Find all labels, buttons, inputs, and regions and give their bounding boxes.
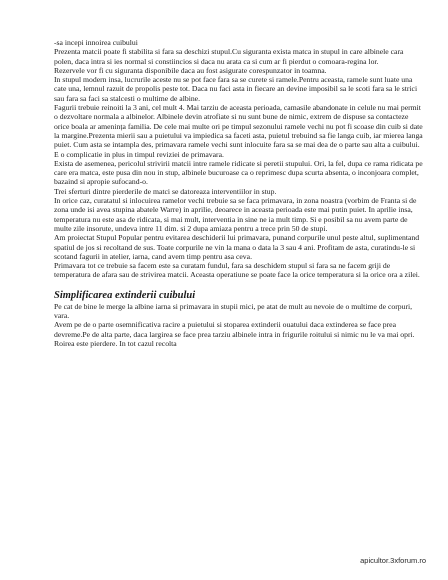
document-page	[54, 38, 424, 348]
paragraph-queen-losses: Trei sferturi dintre pierderile de matci se datoreaza interventiilor in stup.	[54, 186, 277, 196]
paragraph-spring-bottom: Primavara tot ce trebuie sa facem este sa curatam fundul, fara sa deschidem stupul si fara sa ne facem griji de temperatura de afara sau de strivirea matcii. Aceasta operatiune se poate face la orice temperatura si la orice ora a zilei.	[54, 261, 420, 280]
section-heading: Simplificarea extinderii cuibului	[54, 289, 196, 301]
paragraph-reserves: Rezervele vor fi cu siguranta disponibile daca au fost asigurate corespunzator in toamna.	[54, 65, 327, 75]
paragraph-popular-hive: Am proiectat Stupul Popular pentru evitarea deschiderii lui primavara, punand corpurile unul peste altul, suplimentand spatiul de jos si recoltand de sus. Toate corpurile ne vin la mana o data la 3 sau 4 ani. Profitam de asta, curatindu-le si scotand fagurii in atelier, iarna, cand avem timp pentru asa ceva.	[54, 233, 420, 261]
paragraph-summer-bodies: Pe cat de bine le merge la albine iarna si primavara in stupii mici, pe atat de mult au nevoie de o multime de corpuri, vara.	[54, 301, 413, 321]
paragraph-comb-renewal: Fagurii trebuie reinoiti la 3 ani, cel mult 4. Mai tarziu de aceasta perioada, camasile abandonate in celule nu mai permit o dezvoltare normala a albinelor. Albinele devin atrofiate si nu sunt bune de nimic, extrem de dispuse sa contacteze orice boala ar amenința familia. De cele mai multe ori pe timpul sezonului ramele vechi nu pot fi scoase din cuib si date la margine.Prezenta mierii sau a puietului va impiedica sa faceti asta, puietul trebuind sa fie langa cuib, iar mierea langa puiet. Cum asta se intampla des, primavara ramele vechi sunt inlocuite fara sa se mai dea de o parte sau alta a cuibului. E o complicatie in plus in timpul reviziei de primavara.	[54, 103, 423, 159]
paragraph-modern-hive: In stupul modern insa, lucrurile aceste nu se pot face fara sa se curete si ramele.Pentru aceasta, ramele sunt luate una cate una, lemnul razuit de propolis peste tot. Daca nu faci asta in fiecare an devine imposibil sa le scoti fara sa le strici sau fara sa faci sa stalcesti o multime de albine.	[54, 75, 418, 103]
paragraph-queen-presence: Prezenta matcii poate fi stabilita si fara sa deschizi stupul.Cu siguranta exista matca in stupul in care albinele cara polen, daca intra si ies normal si constiincios si daca nu arata ca si cum ar fi pierdut o comoara-regina lor.	[54, 47, 404, 66]
paragraph-extension-timing: Avem pe de o parte osemnificativa racire a puietului si stoparea extinderii ouatului daca extinderea se face prea devreme.Pe de alta parte, daca largirea se face prea tarziu albinele intra in frigurile roitului si nimic nu le va mai opri. Roirea este pierdere. In tot cazul recolta	[54, 320, 415, 348]
paragraph-queen-crushing: Exista de asemenea, pericolul strivirii matcii intre ramele ridicate si peretii stupului. Ori, la fel, dupa ce rama ridicata pe care era matca, este pusa din nou in stup, albinele bucuroase ca o reprimesc dupa scurta absenta, o inconjoara complet, bazaind si apropie sufocand-o.	[54, 158, 423, 187]
paragraph-intro-line: -sa incepi innoirea cuibului	[54, 38, 138, 47]
footer-source-label: apicultor.3xforum.ro	[360, 556, 426, 565]
paragraph-spring-cleaning: In orice caz, curatatul si inlocuirea ramelor vechi trebuie sa se faca primavara, in zona noastra (vorbim de Franta si de zona unde isi avea stupina abatele Warre) in aprilie, deoarece in aceasta perioada este mai putin puiet. In aprilie insa, temperatura nu este asa de ridicata, si mai mult, interventia in sine ne ia mult timp. Si e posibil sa nu avem parte de multe zile insorute, undeva intre 11 dim. si 2 dupa amiaza pentru a trece prin 50 de stupi.	[54, 196, 417, 233]
